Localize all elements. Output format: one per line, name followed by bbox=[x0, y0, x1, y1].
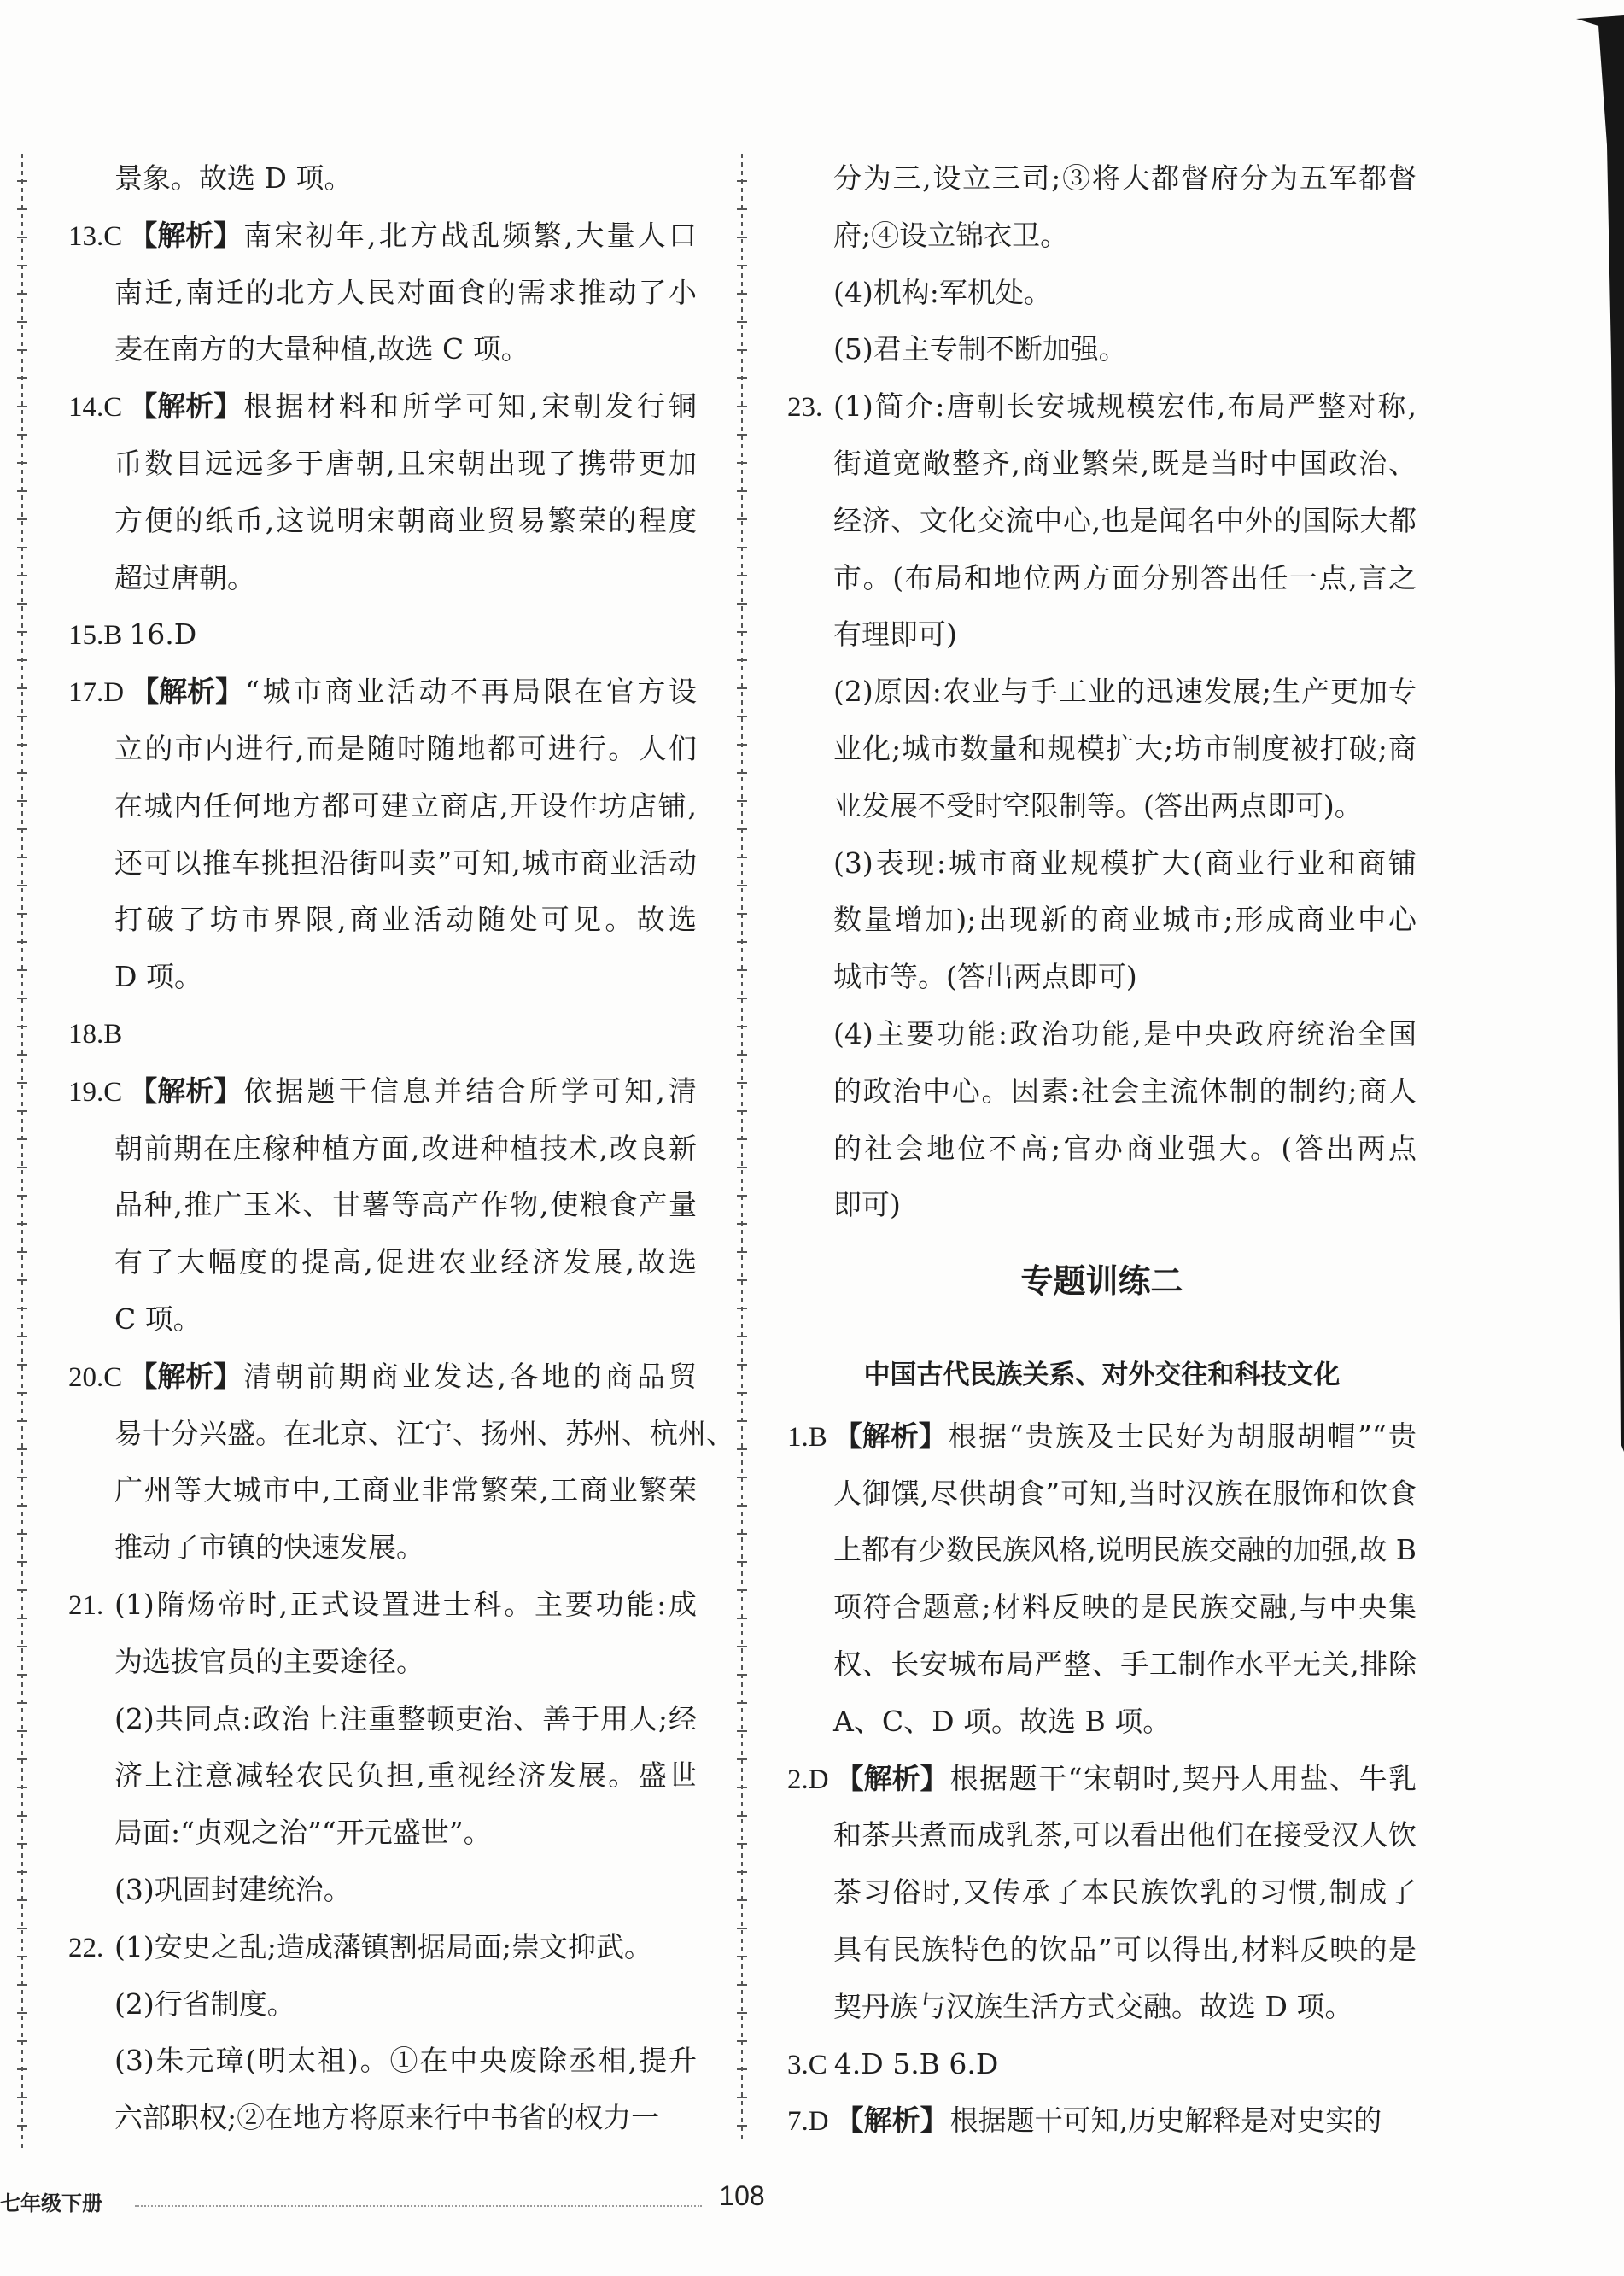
page-number: 108 bbox=[719, 2180, 765, 2211]
line-text: 业发展不受时空限制等。(答出两点即可)。 bbox=[833, 788, 1363, 822]
line-text: 数量增加);出现新的商业城市;形成商业中心 bbox=[833, 903, 1417, 937]
line-text: 根据题干可知,历史解释是对史实的 bbox=[949, 2103, 1382, 2138]
line-text: 六部职权;②在地方将原来行中书省的权力一 bbox=[114, 2101, 660, 2135]
line-text: (1)隋炀帝时,正式设置进士科。主要功能:成 bbox=[114, 1587, 697, 1621]
answer-line bbox=[68, 835, 697, 892]
answer-line bbox=[787, 664, 1417, 721]
item-number: 23. bbox=[787, 392, 823, 424]
line-text: 清朝前期商业发达,各地的商品贸 bbox=[243, 1359, 697, 1393]
right-answer-list bbox=[787, 150, 1417, 1234]
answer-line bbox=[68, 1349, 697, 1406]
answer-line bbox=[68, 1976, 697, 2033]
line-text: 4.D 5.B 6.D bbox=[833, 2046, 999, 2080]
analysis-tag: 【解析】 bbox=[129, 1074, 242, 1108]
answer-line bbox=[68, 664, 697, 721]
line-text: 街道宽敞整齐,商业繁荣,既是当时中国政治、 bbox=[833, 446, 1417, 480]
answer-line bbox=[68, 321, 697, 378]
line-text: (3)朱元璋(明太祖)。①在中央废除丞相,提升 bbox=[114, 2044, 697, 2078]
answer-line bbox=[787, 1177, 1417, 1234]
answer-line bbox=[787, 378, 1417, 436]
answer-line bbox=[787, 1922, 1417, 1979]
answer-item bbox=[787, 378, 1417, 1234]
line-text: (3)表现:城市商业规模扩大(商业行业和商铺 bbox=[833, 845, 1417, 880]
answer-item bbox=[787, 1408, 1417, 1751]
analysis-tag: 【解析】 bbox=[129, 218, 242, 252]
answer-line bbox=[68, 721, 697, 778]
answer-item bbox=[787, 2036, 1417, 2093]
answer-item bbox=[68, 1577, 697, 1919]
answer-line bbox=[787, 436, 1417, 493]
answer-line bbox=[787, 949, 1417, 1006]
line-text: 易十分兴盛。在北京、江宁、扬州、苏州、杭州、 bbox=[114, 1416, 734, 1450]
answer-line bbox=[68, 1234, 697, 1291]
answer-line bbox=[68, 2090, 697, 2147]
line-text: A、C、D 项。故选 B 项。 bbox=[833, 1704, 1171, 1738]
line-text: 还可以推车挑担沿街叫卖”可知,城市商业活动 bbox=[114, 845, 697, 880]
line-text: 市。(布局和地位两方面分别答出任一点,言之 bbox=[833, 560, 1417, 594]
answer-line bbox=[68, 1177, 697, 1234]
line-text: 方便的纸币,这说明宋朝商业贸易繁荣的程度 bbox=[114, 503, 697, 537]
line-text: 和茶共煮而成乳茶,可以看出他们在接受汉人饮 bbox=[833, 1818, 1417, 1852]
line-text: “城市商业活动不再局限在官方设 bbox=[245, 675, 697, 709]
item-number: 14.C bbox=[68, 392, 123, 424]
line-text: 城市等。(答出两点即可) bbox=[833, 960, 1137, 994]
answer-line bbox=[68, 1462, 697, 1519]
answer-line bbox=[787, 1408, 1417, 1466]
line-text: C 项。 bbox=[114, 1302, 202, 1336]
line-text: 南宋初年,北方战乱频繁,大量人口 bbox=[243, 218, 697, 252]
answer-line bbox=[68, 892, 697, 949]
line-text: 朝前期在庄稼种植方面,改进种植技术,改良新 bbox=[114, 1131, 697, 1165]
answer-line bbox=[787, 606, 1417, 664]
line-text: 推动了市镇的快速发展。 bbox=[114, 1530, 424, 1565]
line-text: 依据题干信息并结合所学可知,清 bbox=[243, 1074, 697, 1108]
analysis-tag: 【解析】 bbox=[131, 675, 244, 709]
answer-line bbox=[68, 1291, 697, 1349]
line-text: 打破了坊市界限,商业活动随处可见。故选 bbox=[114, 903, 697, 937]
item-number: 20.C bbox=[68, 1361, 123, 1393]
answer-line bbox=[787, 1694, 1417, 1751]
section-subtitle: 中国古代民族关系、对外交往和科技文化 bbox=[863, 1359, 1341, 1390]
answer-continuation bbox=[68, 150, 697, 208]
answer-line bbox=[787, 1006, 1417, 1063]
answer-line bbox=[68, 1120, 697, 1178]
answer-line bbox=[787, 892, 1417, 949]
answer-line bbox=[68, 606, 697, 664]
item-number: 7.D bbox=[787, 2106, 829, 2138]
answer-line bbox=[68, 1006, 697, 1063]
line-text: (1)安史之乱;造成藩镇割据局面;崇文抑武。 bbox=[114, 1929, 652, 1963]
answer-line bbox=[68, 1691, 697, 1748]
answer-item bbox=[68, 208, 697, 378]
line-text: 有理即可) bbox=[833, 617, 957, 652]
line-text: 根据“贵族及士民好为胡服胡帽”“贵 bbox=[948, 1419, 1417, 1453]
line-text: (3)巩固封建统治。 bbox=[114, 1872, 352, 1906]
answer-item bbox=[68, 1006, 697, 1063]
answer-line bbox=[68, 1577, 697, 1634]
right-column bbox=[787, 150, 1417, 2150]
answer-line bbox=[787, 2092, 1417, 2150]
line-text: 即可) bbox=[833, 1188, 901, 1222]
line-text: 济上注意减轻农民负担,重视经济发展。盛世 bbox=[114, 1758, 697, 1793]
left-column bbox=[68, 150, 734, 2147]
answer-line bbox=[68, 378, 697, 436]
answer-line bbox=[787, 1466, 1417, 1523]
item-number: 17.D bbox=[68, 677, 125, 709]
answer-line bbox=[787, 1864, 1417, 1922]
answer-line bbox=[787, 550, 1417, 607]
answer-line bbox=[68, 150, 697, 208]
line-text: 广州等大城市中,工商业非常繁荣,工商业繁荣 bbox=[114, 1473, 697, 1507]
answer-line bbox=[68, 436, 697, 493]
answer-line bbox=[787, 1807, 1417, 1864]
answer-item bbox=[787, 2092, 1417, 2150]
analysis-tag: 【解析】 bbox=[835, 1761, 949, 1795]
answer-line bbox=[68, 1634, 697, 1691]
line-text: (5)君主专制不断加强。 bbox=[833, 332, 1127, 366]
answer-item bbox=[68, 378, 697, 606]
line-text: 币数目远远多于唐朝,且宋朝出现了携带更加 bbox=[114, 446, 697, 480]
line-text: 权、长安城布局严整、手工制作水平无关,排除 bbox=[833, 1647, 1417, 1681]
line-text: 根据题干“宋朝时,契丹人用盐、牛乳 bbox=[949, 1761, 1417, 1795]
answer-line bbox=[68, 778, 697, 835]
analysis-tag: 【解析】 bbox=[833, 1419, 947, 1453]
answer-item bbox=[68, 1349, 734, 1577]
analysis-tag: 【解析】 bbox=[129, 389, 242, 424]
answer-item bbox=[787, 1751, 1417, 2036]
line-text: 在城内任何地方都可建立商店,开设作坊店铺, bbox=[114, 788, 697, 822]
line-text: (2)共同点:政治上注重整顿吏治、善于用人;经 bbox=[114, 1701, 697, 1735]
line-text: (2)行省制度。 bbox=[114, 1986, 295, 2021]
answer-line bbox=[787, 2036, 1417, 2093]
answer-line bbox=[787, 1120, 1417, 1178]
item-number: 1.B bbox=[787, 1421, 827, 1453]
line-text: (1)简介:唐朝长安城规模宏伟,布局严整对称, bbox=[833, 389, 1417, 424]
analysis-tag: 【解析】 bbox=[129, 1359, 242, 1393]
answer-line bbox=[787, 1979, 1417, 2036]
line-text: 局面:“贞观之治”“开元盛世”。 bbox=[114, 1816, 492, 1850]
answer-line bbox=[787, 778, 1417, 835]
analysis-tag: 【解析】 bbox=[835, 2103, 949, 2138]
line-text: 立的市内进行,而是随时随地都可进行。人们 bbox=[114, 731, 697, 765]
item-number: 19.C bbox=[68, 1076, 123, 1108]
footer-book-label: 七年级下册 bbox=[0, 2191, 102, 2215]
line-text: 为选拔官员的主要途径。 bbox=[114, 1644, 424, 1678]
answer-line bbox=[787, 1579, 1417, 1636]
answer-line bbox=[68, 1063, 697, 1120]
binding-cut-line bbox=[16, 154, 28, 2152]
answer-line bbox=[787, 208, 1417, 265]
line-text: (2)原因:农业与手工业的迅速发展;生产更加专 bbox=[833, 675, 1417, 709]
line-text: 16.D bbox=[129, 617, 197, 652]
column-divider bbox=[736, 154, 748, 2139]
line-text: 的社会地位不高;官办商业强大。(答出两点 bbox=[833, 1131, 1417, 1165]
item-number: 15.B bbox=[68, 620, 123, 652]
line-text: (4)机构:军机处。 bbox=[833, 275, 1052, 309]
line-text: 南迁,南迁的北方人民对面食的需求推动了小 bbox=[114, 275, 697, 309]
line-text: 麦在南方的大量种植,故选 C 项。 bbox=[114, 332, 529, 366]
answer-line bbox=[787, 1522, 1417, 1579]
item-number: 18.B bbox=[68, 1018, 123, 1050]
answer-line bbox=[68, 1519, 697, 1577]
left-answer-list bbox=[68, 150, 734, 2147]
scan-edge-shadow bbox=[1564, 0, 1624, 1469]
item-number: 22. bbox=[68, 1932, 104, 1963]
answer-line bbox=[68, 493, 697, 550]
answer-line bbox=[787, 721, 1417, 778]
answer-line bbox=[68, 208, 697, 265]
line-text: 景象。故选 D 项。 bbox=[114, 161, 353, 195]
line-text: 府;④设立锦衣卫。 bbox=[833, 218, 1069, 252]
line-text: 人御馔,尽供胡食”可知,当时汉族在服饰和饮食 bbox=[833, 1476, 1417, 1510]
answer-item bbox=[68, 1919, 697, 2147]
line-text: D 项。 bbox=[114, 960, 202, 994]
footer-dotted-rule bbox=[135, 2205, 702, 2207]
answer-line bbox=[68, 1919, 697, 1976]
line-text: 根据材料和所学可知,宋朝发行铜 bbox=[243, 389, 697, 424]
answer-line bbox=[68, 550, 697, 607]
section-title: 专题训练二 bbox=[1020, 1262, 1183, 1301]
line-text: 有了大幅度的提高,促进农业经济发展,故选 bbox=[114, 1245, 697, 1279]
line-text: 具有民族特色的饮品”可以得出,材料反映的是 bbox=[833, 1932, 1417, 1966]
line-text: 茶习俗时,又传承了本民族饮乳的习惯,制成了 bbox=[833, 1875, 1417, 1910]
answer-line bbox=[68, 2033, 697, 2090]
item-number: 13.C bbox=[68, 220, 123, 252]
answer-continuation bbox=[787, 150, 1417, 378]
section-answer-list bbox=[787, 1408, 1417, 2150]
answer-line bbox=[68, 1406, 734, 1463]
line-text: 上都有少数民族风格,说明民族交融的加强,故 B bbox=[833, 1533, 1417, 1567]
answer-item bbox=[68, 606, 697, 664]
line-text: 业化;城市数量和规模扩大;坊市制度被打破;商 bbox=[833, 731, 1417, 765]
answer-line bbox=[787, 321, 1417, 378]
item-number: 3.C bbox=[787, 2049, 827, 2080]
answer-item bbox=[68, 664, 697, 1006]
item-number: 21. bbox=[68, 1589, 104, 1621]
answer-line bbox=[787, 835, 1417, 892]
answer-line bbox=[787, 493, 1417, 550]
answer-line bbox=[787, 1636, 1417, 1694]
answer-line bbox=[787, 1063, 1417, 1120]
answer-line bbox=[68, 1805, 697, 1862]
line-text: 品种,推广玉米、甘薯等高产作物,使粮食产量 bbox=[114, 1188, 697, 1222]
answer-line bbox=[68, 265, 697, 322]
line-text: 分为三,设立三司;③将大都督府分为五军都督 bbox=[833, 161, 1417, 195]
answer-line bbox=[787, 150, 1417, 208]
answer-line bbox=[787, 1751, 1417, 1808]
line-text: 的政治中心。因素:社会主流体制的制约;商人 bbox=[833, 1074, 1417, 1108]
answer-item bbox=[68, 1063, 697, 1349]
line-text: 契丹族与汉族生活方式交融。故选 D 项。 bbox=[833, 1989, 1353, 2023]
answer-line bbox=[68, 949, 697, 1006]
answer-line bbox=[68, 1747, 697, 1805]
line-text: 项符合题意;材料反映的是民族交融,与中央集 bbox=[833, 1590, 1417, 1624]
line-text: 超过唐朝。 bbox=[114, 560, 255, 594]
answer-line bbox=[68, 1862, 697, 1919]
line-text: (4)主要功能:政治功能,是中央政府统治全国 bbox=[833, 1016, 1417, 1050]
answer-line bbox=[787, 265, 1417, 322]
item-number: 2.D bbox=[787, 1764, 829, 1795]
line-text: 经济、文化交流中心,也是闻名中外的国际大都 bbox=[833, 503, 1417, 537]
